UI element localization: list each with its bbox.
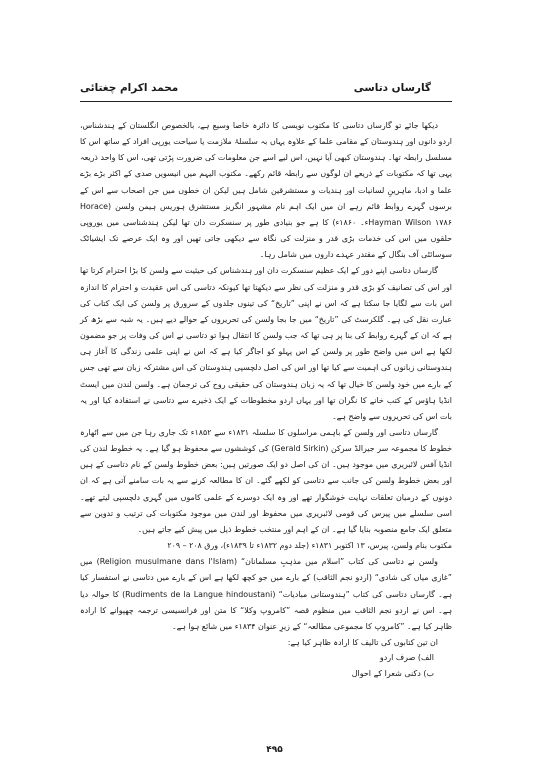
paragraph: گارساں دتاسی اور ولسن کے باہمی مراسلوں کا سلسلہ ۱۸۳۱ء سے ۱۸۵۲ء تک جاری رہا جن میں سے اٹھارہ خطوط کا مجموعہ سر جیرالڈ سرکن (Gerald Sirkin) کی کوششوں سے محفوظ ہو گیا ہے۔ یہ خطوط لندن کی انڈیا آفس لائبریری میں موجود ہیں۔ ان کی اصل دو ایک صورتیں ہیں: بعض خطوط ولسن کے نام دتاسی کے ہیں اور بعض خطوط ولسن کی جانب سے دتاسی کو لکھے گئے۔ ان کا مطالعہ کرنے سے یہ بات سامنے آتی ہے کہ ان دونوں کے درمیان تعلقات نہایت خوشگوار تھے اور وہ ایک دوسرے کے علمی کاموں میں گہری دلچسپی لیتے تھے۔ اسی سلسلے میں پیرس کی قومی لائبریری میں محفوظ اور لندن میں موجود مکتوبات کی ترتیب و تدوین سے متعلق ایک جامع منصوبہ بنایا گیا ہے۔ ان کے اہم اور منتخب خطوط ذیل میں پیش کیے جاتے ہیں۔ <box>80 427 452 534</box>
paragraph: ولسن نے دتاسی کی کتاب ”اسلام میں مذہبِ مسلمانان“ (Religion musulmane dans l'Islam) میں ”غازی میاں کی شادی“ (اردو نجم الثاقب) کے بارے میں جو کچھ لکھا ہے اس کے بارے میں دتاسی نے استفسار کیا ہے۔ گارساں دتاسی کی کتاب ”ہندوستانی مبادیات“ (Rudiments de la Langue hindoustani) کا حوالہ دیا ہے۔ اس نے اردو نجم الثاقب میں منظوم قصہ ”کامروپ وکلا“ کا متن اور فرانسیسی ترجمہ چھپوانے کا ارادہ ظاہر کیا ہے۔ ”کامروپ کا مجموعی مطالعہ“ کے زیرِ عنوان ۱۸۳۴ء میں شائع ہوا ہے۔ <box>80 557 452 631</box>
running-header-author: محمد اکرام چغتائی <box>80 82 179 94</box>
header-rule <box>80 101 452 102</box>
page-number: ۴۹۵ <box>266 745 283 755</box>
list-item: ب) دکنی شعرا کے احوال <box>351 669 434 678</box>
paragraph: ان تین کتابوں کی تالیف کا ارادہ ظاہر کیا ہے: <box>287 638 438 647</box>
running-header-title: گارساں دتاسی <box>353 82 431 94</box>
paragraph: گارساں دتاسی اپنے دور کے ایک عظیم سنسکرت دان اور ہندشناس کی حیثیت سے ولسن کا بڑا احترام کرتا تھا اور اس کی تصانیف کو بڑی قدر و منزلت کی نظر سے دیکھتا تھا کیونکہ دتاسی کی اس عقیدت و احترام کا اندازہ اس بات سے لگایا جا سکتا ہے کہ اس نے اپنی ”تاریخ“ کی تینوں جلدوں کے سرورق پر ولسن کی ایک کتاب کی عبارت نقل کی ہے۔ گلکرسٹ کی ”تاریخ“ میں جا بجا ولسن کی تحریروں کے حوالے دیے ہیں۔ یہ شبہ سے بڑھ کر ہے کہ ان کے گہرے روابط کی بنا پر ہی تھا کہ جب ولسن کا انتقال ہوا تو دتاسی نے اس کی وفات پر جو مضمون لکھا ہے اس میں واضح طور پر ولسن کے اس پہلو کو اجاگر کیا ہے کہ اس نے اپنی علمی زندگی کا آغاز ہی ہندوستانی زبانوں کی اہمیت سے کیا تھا اور اس کی اصل دلچسپی ہندوستان کی اس مشترکہ زبان سے تھی جس کے بارے میں خود ولسن کا خیال تھا کہ یہ زبان ہندوستان کی حقیقی روح کی ترجمان ہے۔ ولسن لندن میں ایسٹ انڈیا ہاؤس کے کتب خانے کا نگران تھا اور یہاں اردو مخطوطات کے ایک ذخیرے سے دتاسی نے استفادہ کیا اور یہ بات اس کی تحریروں سے واضح ہے۔ <box>80 266 452 421</box>
body-text <box>80 118 452 651</box>
list-item: الف) صرف اردو <box>379 653 434 662</box>
letter-reference: مکتوب بنام ولسن، پیرس، ۱۳ اکتوبر ۱۸۳۱ء (جلد دوم ۱۸۳۲ء تا ۱۸۳۹ء)، ورق ۲۰۸ – ۲۰۹ <box>167 541 452 551</box>
paragraph: دیکھا جائے تو گارساں دتاسی کا مکتوب نویسی کا دائرہ خاصا وسیع ہے، بالخصوص انگلستان کے ہندشناس، اردو دانوں اور ہندوستان کے مقامی علما کے علاوہ یہاں بہ سلسلۂ ملازمت یا سیاحت یورپی افراد کے ساتھ اس کا مسلسل رابطہ تھا۔ ہندوستان کبھی آیا نہیں، اس لیے اسے جن معلومات کی ضرورت پڑتی تھی، اس کا واحد ذریعہ یہی تھا کہ مکتوبات کے ذریعے ان لوگوں سے رابطہ قائم رکھے۔ مکتوب الیہم میں انیسویں صدی کے اکثر بڑے بڑے علما و ادبا، ماہرینِ لسانیات اور ہندیات و مستشرقین شامل ہیں لیکن ان خطوں میں جن اصحاب سے اس کے برسوں گہرے روابط قائم رہے ان میں ایک اہم نام مشہور انگریز مستشرق ہوریس ہیمن ولسن (Horace Hayman Wilson ۱۷۸۶ء۔ ۱۸۶۰ء) کا ہے جو بنیادی طور پر سنسکرت دان تھا لیکن ہندشناسی میں یوروپی حلقوں میں اس کی خدمات بڑی قدر و منزلت کی نگاہ سے دیکھی جاتی تھیں اور وہ ایک عرصے تک ایشیاٹک سوسائٹی آف بنگال کے مقتدر عہدے داروں میں شامل رہا۔ <box>80 121 452 260</box>
book-list <box>352 650 434 682</box>
